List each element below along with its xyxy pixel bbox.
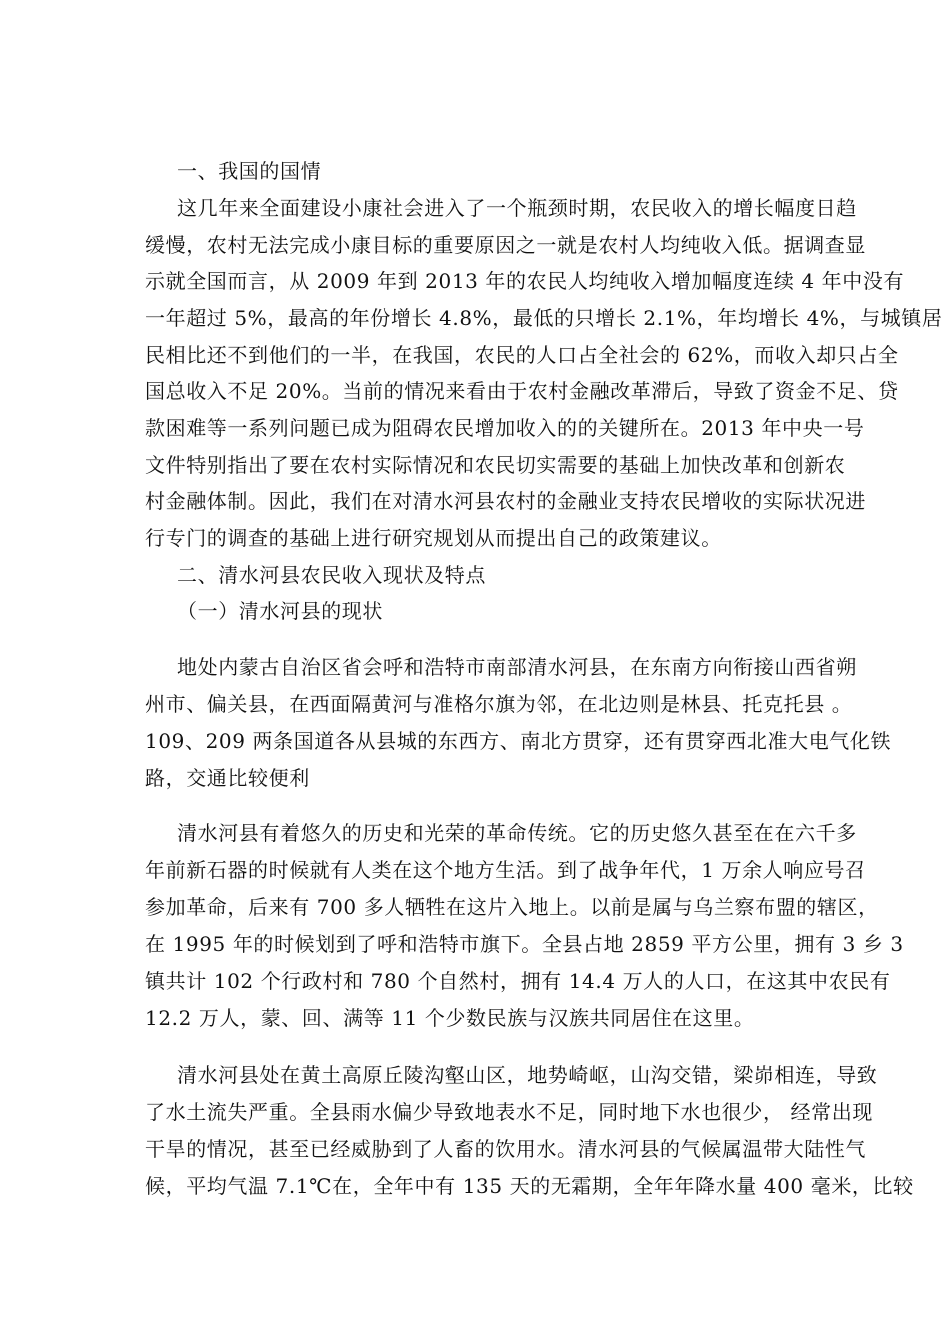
paragraph-line: 12.2 万人，蒙、回、满等 11 个少数民族与汉族共同居住在这里。 bbox=[145, 1006, 755, 1030]
paragraph-line: 年前新石器的时候就有人类在这个地方生活。到了战争年代，1 万余人响应号召 bbox=[145, 858, 866, 882]
paragraph-line: 文件特别指出了要在农村实际情况和农民切实需要的基础上加快改革和创新农 bbox=[145, 453, 846, 477]
paragraph-line: 候，平均气温 7.1℃在，全年中有 135 天的无霜期，全年年降水量 400 毫米，比较 bbox=[145, 1174, 914, 1198]
paragraph-line: 地处内蒙古自治区省会呼和浩特市南部清水河县，在东南方向衔接山西省朔 bbox=[177, 655, 857, 679]
paragraph-line: 了水土流失严重。全县雨水偏少导致地表水不足，同时地下水也很少， 经常出现 bbox=[145, 1100, 873, 1124]
paragraph-line: 缓慢，农村无法完成小康目标的重要原因之一就是农村人均纯收入低。据调查显 bbox=[145, 233, 866, 257]
paragraph-line: 一年超过 5%，最高的年份增长 4.8%，最低的只增长 2.1%，年均增长 4%，与城镇居 bbox=[145, 306, 943, 330]
paragraph-line: 在 1995 年的时候划到了呼和浩特市旗下。全县占地 2859 平方公里，拥有 3 乡 3 bbox=[145, 932, 904, 956]
paragraph-line: 这几年来全面建设小康社会进入了一个瓶颈时期，农民收入的增长幅度日趋 bbox=[177, 196, 857, 220]
paragraph-line: 干旱的情况，甚至已经威胁到了人畜的饮用水。清水河县的气候属温带大陆性气 bbox=[145, 1137, 866, 1161]
section2-subheading: （一）清水河县的现状 bbox=[177, 599, 383, 623]
paragraph-line: 清水河县处在黄土高原丘陵沟壑山区，地势崎岖，山沟交错，梁峁相连，导致 bbox=[177, 1063, 878, 1087]
paragraph-line: 村金融体制。因此，我们在对清水河县农村的金融业支持农民增收的实际状况进 bbox=[145, 489, 866, 513]
paragraph-line: 款困难等一系列问题已成为阻碍农民增加收入的的关键所在。2013 年中央一号 bbox=[145, 416, 865, 440]
paragraph-line: 州市、偏关县，在西面隔黄河与准格尔旗为邻，在北边则是林县、托克托县 。 bbox=[145, 692, 853, 716]
paragraph-line: 示就全国而言，从 2009 年到 2013 年的农民人均纯收入增加幅度连续 4 年中没有 bbox=[145, 269, 905, 293]
section2-heading: 二、清水河县农民收入现状及特点 bbox=[177, 563, 486, 587]
paragraph-line: 民相比还不到他们的一半，在我国，农民的人口占全社会的 62%，而收入却只占全 bbox=[145, 343, 899, 367]
paragraph-line: 行专门的调查的基础上进行研究规划从而提出自己的政策建议。 bbox=[145, 526, 722, 550]
section1-heading: 一、我国的国情 bbox=[177, 159, 322, 183]
paragraph-line: 国总收入不足 20%。当前的情况来看由于农村金融改革滞后，导致了资金不足、贷 bbox=[145, 379, 899, 403]
paragraph-line: 路，交通比较便利 bbox=[145, 766, 310, 790]
paragraph-line: 清水河县有着悠久的历史和光荣的革命传统。它的历史悠久甚至在在六千多 bbox=[177, 821, 857, 845]
paragraph-line: 参加革命，后来有 700 多人牺牲在这片入地上。以前是属与乌兰察布盟的辖区， bbox=[145, 895, 879, 919]
paragraph-line: 109、209 两条国道各从县城的东西方、南北方贯穿，还有贯穿西北准大电气化铁 bbox=[145, 729, 892, 753]
paragraph-line: 镇共计 102 个行政村和 780 个自然村，拥有 14.4 万人的人口，在这其中农民有 bbox=[145, 969, 891, 993]
